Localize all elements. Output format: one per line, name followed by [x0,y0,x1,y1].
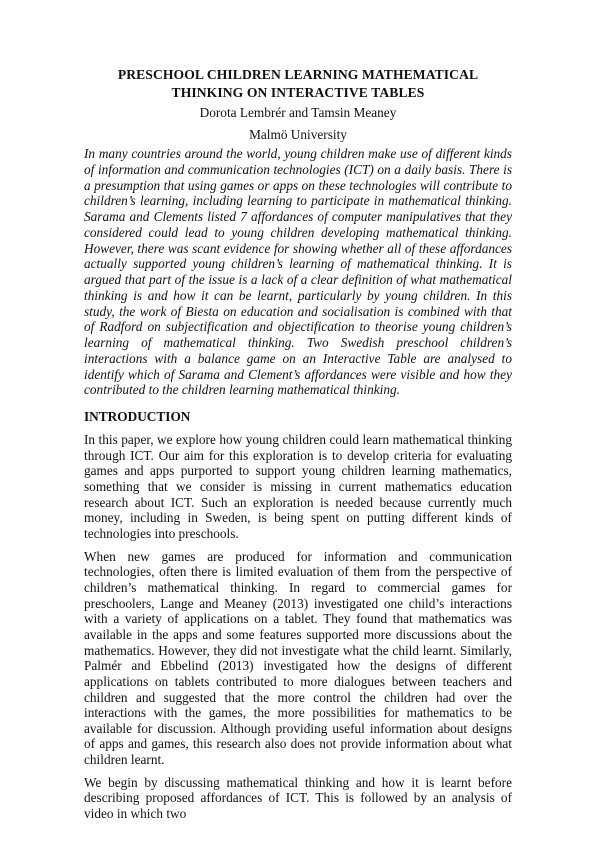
paper-page [84,66,512,822]
section-heading-introduction: INTRODUCTION [84,409,191,424]
paper-affiliation: Malmö University [249,127,347,142]
body-paragraph: We begin by discussing mathematical thinking and how it is learnt before describing proposed affordances of ICT. This is followed by an analysis of video in which two [84,774,512,822]
abstract: In many countries around the world, young children make use of different kinds of information and communication technologies (ICT) on a daily basis. There is a presumption that using games or apps on these technologies will contribute to children’s learning, including learning to participate in mathematical thinking. Sarama and Clements listed 7 affordances of computer manipulatives that they considered could lead to young children developing mathematical thinking. However, there was scant evidence for showing whether all of these affordances actually supported young children’s learning of mathematical thinking. It is argued that part of the issue is a lack of a clear definition of what mathematical thinking is and how it can be learnt, particularly by young children. In this study, the work of Biesta on education and socialisation is combined with that of Radford on subjectification and objectification to theorise young children’s learning of mathematical thinking. Two Swedish preschool children’s interactions with a balance game on an Interactive Table are analysed to identify which of Sarama and Clement’s affordances were visible and how they contributed to the children learning mathematical thinking. [84,146,512,398]
paper-authors: Dorota Lembrér and Tamsin Meaney [199,105,397,120]
body-paragraph: When new games are produced for information and communication technologies, often there is limited evaluation of them from the perspective of children’s mathematical thinking. In regard to commercial games for preschoolers, Lange and Meaney (2013) investigated one child’s interactions with a variety of applications on a tablet. They found that mathematics was available in the apps and some features supported more discussions about the mathematics. However, they did not investigate what the child learnt. Similarly, Palmér and Ebbelind (2013) investigated how the designs of different applications on tablets contributed to more dialogues between teachers and children and suggested that the more control the children had over the interactions with the games, the more possibilities for mathematics to be available for discussion. Although providing useful information about designs of apps and games, this research also does not provide information about what children learnt. [84,548,512,768]
paper-title: PRESCHOOL CHILDREN LEARNING MATHEMATICAL THINKING ON INTERACTIVE TABLES [117,67,479,100]
body-paragraph: In this paper, we explore how young children could learn mathematical thinking through ICT. Our aim for this exploration is to develop criteria for evaluating games and apps purported to support young children learning mathematics, something that we consider is missing in current mathematics education research about ICT. Such an exploration is needed because currently much money, including in Sweden, is being spent on putting different kinds of technologies into preschools. [84,432,512,541]
